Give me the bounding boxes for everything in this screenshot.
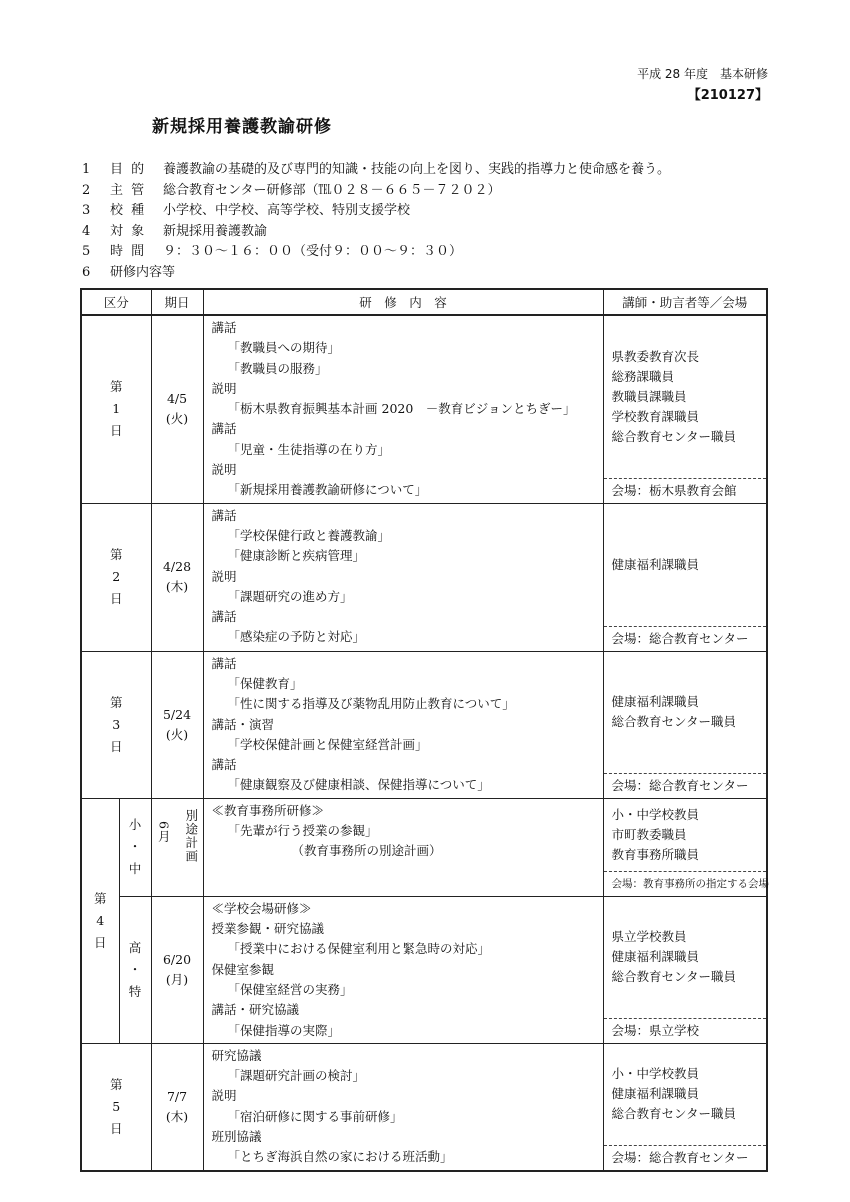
overview-item-purpose: 1 目 的 養護教諭の基礎的及び専門的知識・技能の向上を図り、実践的指導力と使命感を養う。	[82, 162, 671, 177]
day2-date: 4/28 (木)	[151, 503, 203, 651]
overview-item-time: 5 時 間 ９：３０～１６：００（受付９：００～９：３０）	[82, 244, 463, 259]
header-code: 【210127】	[687, 88, 768, 103]
day3-venue: 会場：総合教育センター	[604, 773, 767, 798]
day5-kubun: 第 5 日	[81, 1043, 151, 1170]
day3-lecturers: 健康福利課職員 総合教育センター職員 会場：総合教育センター	[603, 651, 767, 798]
table-row-day4b	[81, 896, 767, 1043]
day5-content: 研究協議 「課題研究計画の検討」 説明 「宿泊研修に関する事前研修」 班別協議 「とちぎ海浜自然の家における班活動」	[203, 1043, 603, 1170]
day3-kubun: 第 3 日	[81, 651, 151, 798]
day1-kubun: 第 1 日	[81, 315, 151, 503]
schedule-table	[80, 288, 768, 1172]
overview-item-contents: 6 研修内容等	[82, 264, 176, 280]
day1-venue: 会場：栃木県教育会館	[604, 478, 767, 503]
document-title: 新規採用養護教諭研修	[152, 117, 332, 137]
table-header-row	[81, 289, 767, 315]
overview-item-school-types: 3 校 種 小学校、中学校、高等学校、特別支援学校	[82, 203, 411, 218]
day2-kubun: 第 2 日	[81, 503, 151, 651]
day4b-school-types: 高 ・ 特	[119, 896, 151, 1043]
day1-lecturers: 県教委教育次長 総務課職員 教職員課職員 学校教育課職員 総合教育センター職員 会場：栃木県教育会館	[603, 315, 767, 503]
overview-item-target: 4 対 象 新規採用養護教諭	[82, 223, 268, 239]
day5-lecturers: 小・中学校教員 健康福利課職員 総合教育センター職員 会場：総合教育センター	[603, 1043, 767, 1170]
day2-content: 講話 「学校保健行政と養護教諭」 「健康診断と疾病管理」 説明 「課題研究の進め方」 講話 「感染症の予防と対応」	[203, 503, 603, 651]
day4b-venue: 会場：県立学校	[604, 1018, 767, 1043]
table-row-day4a	[81, 798, 767, 896]
header-date: 期日	[151, 289, 203, 315]
day3-content: 講話 「保健教育」 「性に関する指導及び薬物乱用防止教育について」 講話・演習 「学校保健計画と保健室経営計画」 講話 「健康観察及び健康相談、保健指導について」	[203, 651, 603, 798]
day4a-school-types: 小 ・ 中	[119, 798, 151, 896]
table-row-day1	[81, 315, 767, 503]
day2-venue: 会場：総合教育センター	[604, 626, 767, 651]
day4a-date: 6月 別途計画	[151, 798, 203, 896]
day4a-content: ≪教育事務所研修≫ 「先輩が行う授業の参観」 （教育事務所の別途計画）	[203, 798, 603, 896]
table-row-day2	[81, 503, 767, 651]
overview-list	[82, 160, 670, 283]
table-row-day5	[81, 1043, 767, 1170]
overview-item-organizer: 2 主 管 総合教育センター研修部（℡０２８－６６５－７２０２）	[82, 182, 501, 198]
day4b-lecturers: 県立学校教員 健康福利課職員 総合教育センター職員 会場：県立学校	[603, 896, 767, 1043]
day1-content: 講話 「教職員への期待」 「教職員の服務」 説明 「栃木県教育振興基本計画 2020 －教育ビジョンとちぎー」 講話 「児童・生徒指導の在り方」 説明 「新規採用養護教諭研修について」	[203, 315, 603, 503]
table-row-day3	[81, 651, 767, 798]
day4b-date: 6/20 (月)	[151, 896, 203, 1043]
header-year-label: 平成 28 年度 基本研修	[637, 67, 768, 81]
header-content: 研 修 内 容	[203, 289, 603, 315]
day4b-content: ≪学校会場研修≫ 授業参観・研究協議 「授業中における保健室利用と緊急時の対応」 保健室参観 「保健室経営の実務」 講話・研究協議 「保健指導の実際」	[203, 896, 603, 1043]
day4-kubun: 第 4 日	[81, 798, 119, 1043]
header-kubun: 区分	[81, 289, 151, 315]
day4a-venue: 会場：教育事務所の指定する会場	[604, 871, 767, 896]
day2-lecturers: 健康福利課職員 会場：総合教育センター	[603, 503, 767, 651]
day1-date: 4/5 (火)	[151, 315, 203, 503]
day4a-lecturers: 小・中学校教員 市町教委職員 教育事務所職員 会場：教育事務所の指定する会場	[603, 798, 767, 896]
header-lecturer: 講師・助言者等／会場	[603, 289, 767, 315]
day5-date: 7/7 (木)	[151, 1043, 203, 1170]
day3-date: 5/24 (火)	[151, 651, 203, 798]
day5-venue: 会場：総合教育センター	[604, 1145, 767, 1170]
